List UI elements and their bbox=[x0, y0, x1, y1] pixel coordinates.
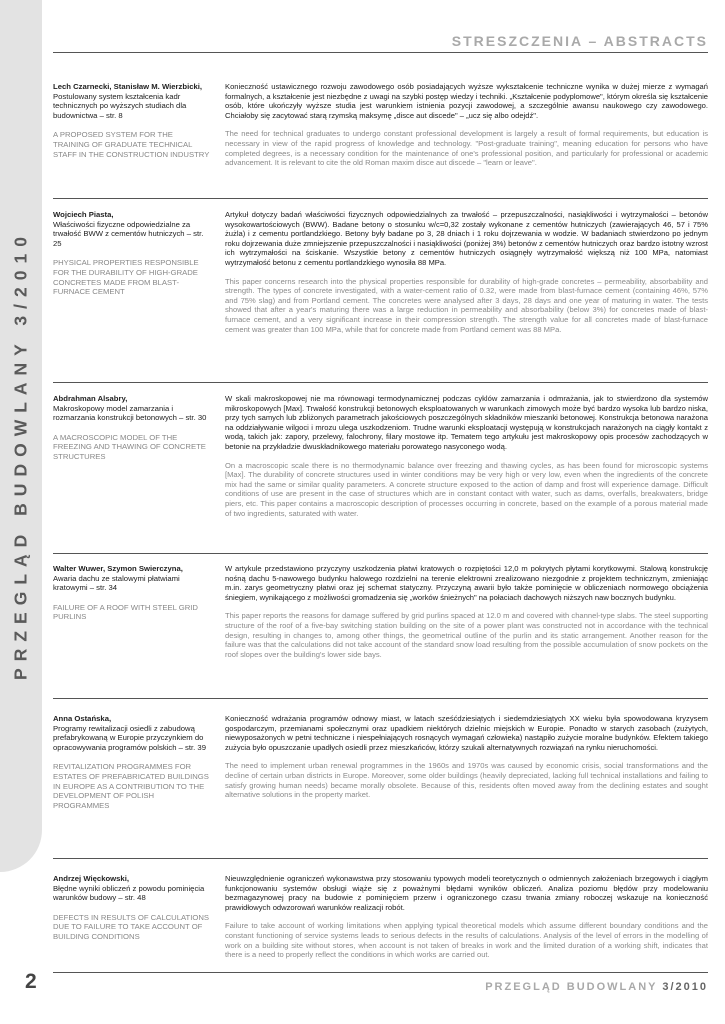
entry-divider bbox=[53, 698, 708, 699]
entry-alsabry bbox=[53, 394, 708, 518]
entry-abstracts bbox=[225, 714, 708, 810]
entry-authors: Abdrahman Alsabry, bbox=[53, 394, 128, 403]
abstract-en: The need for technical graduates to undergo constant professional development is largely a result of formal requirements, but education is necessary in view of the rapid progress of knowledge and technology. "Post-graduate training", meaning education for persons who have completed degrees, is a necessary condition for the maintenance of one's professional position, and particularly for professional or academic advancement. It is relevant to cite the old Roman maxim disce aut discede – "learn or leave". bbox=[225, 129, 708, 168]
entry-title-pl: Programy rewitalizacji osiedli z zabudową prefabrykowaną w Europie przyczynkiem do opracowywania programów polskich – str. 39 bbox=[53, 723, 206, 752]
abstract-en: This paper concerns research into the physical properties responsible for durability of high-grade concretes – permeability, absorbability and strength. The types of concrete investigated, with a water-cement ratio of 0.32, were made from blast-furnace cement (containing 46%, 57% and 75% slag) and from Portland cement. The concretes were analysed after 3 days, 28 days and one year of maturing in water. The tests showed that after a year's maturing there was a large reduction in permeability and absorbability (below 3%) for concretes made of blast-furnace cement, and a very significant increase in their compression strength. The strength value for all concretes made of blast-furnace cement was greater than 100 MPa, while that for concrete made from Portland cement was 88 MPa. bbox=[225, 276, 708, 334]
entry-ostanska bbox=[53, 714, 708, 810]
page-number: 2 bbox=[25, 970, 37, 993]
abstract-en: Failure to take account of working limitations when applying typical theoretical models which assume different boundary conditions and the constant functioning of service systems leads to serious defects in the results of calculations. Analysis of the level of errors in the modelling of work on a building site without stores, when account is not taken of breaks in work and the limited duration of a working shift, indicates that there is a need to properly reflect the conditions in which works are carried out. bbox=[225, 921, 708, 960]
entry-title-pl: Makroskopowy model zamarzania i rozmarzania konstrukcji betonowych – str. 30 bbox=[53, 403, 207, 423]
entry-meta bbox=[53, 82, 211, 168]
entry-title-pl: Błędne wyniki obliczeń z powodu pominięcia warunków budowy – str. 48 bbox=[53, 883, 205, 903]
entry-meta bbox=[53, 714, 211, 810]
entry-wuwer bbox=[53, 564, 708, 659]
entry-abstracts bbox=[225, 394, 708, 518]
entry-title-en: REVITALIZATION PROGRAMMES FOR ESTATES OF PREFABRICATED BUILDINGS IN EUROPE AS A CONTRIBUTION TO THE DEVELOPMENT OF POLISH PROGRAMMES bbox=[53, 762, 209, 810]
entry-title-en: FAILURE OF A ROOF WITH STEEL GRID PURLINS bbox=[53, 602, 198, 622]
entry-title-en: DEFECTS IN RESULTS OF CALCULATIONS DUE TO FAILURE TO TAKE ACCOUNT OF BUILDING CONDITIONS bbox=[53, 912, 210, 941]
entry-meta bbox=[53, 394, 211, 518]
journal-title-vertical: PRZEGLĄD BUDOWLANY 3/2010 bbox=[10, 230, 31, 680]
page-header-title: STRESZCZENIA – ABSTRACTS bbox=[451, 33, 708, 49]
abstract-pl: Artykuł dotyczy badań właściwości fizycznych odpowiedzialnych za trwałość – przepuszczalności, nasiąkliwości i wytrzymałości – betonów wysokowartościowych (BWW). Badane betony o stosunku w/c=0,32 zostały wykonane z cementów hutniczych (zawierających 46, 57 i 75% żużla) i z cementu portlandzkiego. Betony były badane po 3, 28 dniach i 1 roku dojrzewania w wodzie. W badaniach stwierdzono po jednym roku dojrzewania duże zmniejszenie przepuszczalności i nasiąkliwości (poniżej 3%) betonów z cementów hutniczych oraz bardzo istotny wzrost ich wytrzymałości na ściskanie. Wszystkie betony z cementów hutniczych osiągnęły wytrzymałość większą niż 100 MPa, natomiast wytrzymałość betonu z cementu portlandzkiego wynosiła 88 MPa. bbox=[225, 210, 708, 267]
abstract-en: The need to implement urban renewal programmes in the 1960s and 1970s was caused by economic crisis, social transformations and the decline of certain urban districts in Europe. Moreover, some older buildings (heavily depreciated, lacking full technical installations and failing to satisfy growing human needs) became morally obsolete. Because of this, residents often moved away from the declining estates and sought alternative solutions in the property market. bbox=[225, 761, 708, 800]
entry-abstracts bbox=[225, 874, 708, 960]
entry-title-en: PHYSICAL PROPERTIES RESPONSIBLE FOR THE DURABILITY OF HIGH-GRADE CONCRETES MADE FROM BLAST-FURNACE CEMENT bbox=[53, 258, 199, 297]
abstract-pl: Konieczność ustawicznego rozwoju zawodowego osób posiadających wyższe wykształcenie techniczne wynika w dużej mierze z wymagań formalnych, a kształcenie jest niezbędne z uwagi na szybki postęp wiedzy i techniki. „Kształcenie podyplomowe", którym określa się kształcenie osób, które ukończyły wyższe studia jest warunkiem istnienia pozycji zawodowej, a szczególnie awansu naukowego czy zawodowego. Chciałoby się zacytować starą rzymską maksymę „disce aut discede" – „ucz się albo odejdź". bbox=[225, 82, 708, 120]
abstract-pl: Konieczność wdrażania programów odnowy miast, w latach sześćdziesiątych i siedemdziesiątych XX wieku była spowodowana kryzysem gospodarczym, przemianami społecznymi oraz upadkiem niektórych dzielnic miejskich w Europie. Ponadto w starych zasobach (zużytych, niewyposażonych w petni techniczne i niespełniających rosnących wymagań człowieka) nastąpiło zużycie moralne budynków. Efektem takiego zużycia było opuszczanie upadłych osiedli przez mieszkańców, którzy szukali alternatywnych rozwiązań na rynku nieruchomości. bbox=[225, 714, 708, 752]
entry-title-en: A PROPOSED SYSTEM FOR THE TRAINING OF GRADUATE TECHNICAL STAFF IN THE CONSTRUCTION INDUSTRY bbox=[53, 130, 210, 159]
entry-meta bbox=[53, 210, 211, 334]
abstract-pl: W artykule przedstawiono przyczyny uszkodzenia płatwi kratowych o rozpiętości 12,0 m pokrytych płytami korytkowymi. Stalową konstrukcję nośną dachu 5-nawowego budynku halowego rozdzielni na terenie elektrowni zrealizowano niezgodnie z projektem technicznym, zmieniając m.in. zarys geometryczny płatwi oraz jej schemat statyczny. Przyczyną awarii było także pominięcie w obliczeniach normowego obciążenia śniegiem, wynikającego z możliwości gromadzenia się „worków śnieżnych" na połaciach dachowych niższych naw bocznych budynku. bbox=[225, 564, 708, 602]
entry-authors: Andrzej Więckowski, bbox=[53, 874, 129, 883]
entry-meta bbox=[53, 874, 211, 960]
footer-rule bbox=[53, 972, 708, 973]
entry-title-pl: Właściwości fizyczne odpowiedzialne za trwałość BWW z cementów hutniczych – str. 25 bbox=[53, 219, 204, 248]
entry-abstracts bbox=[225, 210, 708, 334]
page-footer bbox=[485, 981, 708, 993]
entry-divider bbox=[53, 858, 708, 859]
abstract-en: On a macroscopic scale there is no thermodynamic balance over freezing and thawing cycles, as has been found for microscopic systems [Max]. The durability of concrete structures used in winter conditions may be very high or very low, even when the ingredients of the concrete mix had the same or similar quality parameters. A concrete structure exposed to the action of damp and frost will experience damage. Difficult conditions of use are present in the case of structures which are in constant contact with water, such as dams, overfalls, breakwaters, bridge piers, etc. This paper contains a macroscopic description of processes occurring in concrete, based on the example of a porous material made of two ingredients, saturated with water. bbox=[225, 460, 708, 518]
entry-meta bbox=[53, 564, 211, 659]
entry-divider bbox=[53, 382, 708, 383]
entry-abstracts bbox=[225, 564, 708, 659]
footer-issue: 3/2010 bbox=[662, 981, 708, 993]
entry-title-pl: Awaria dachu ze stalowymi płatwiami kratowymi – str. 34 bbox=[53, 573, 180, 593]
entry-authors: Lech Czarnecki, Stanisław M. Wierzbicki, bbox=[53, 82, 203, 91]
entry-title-en: A MACROSCOPIC MODEL OF THE FREEZING AND THAWING OF CONCRETE STRUCTURES bbox=[53, 432, 206, 461]
footer-journal-name: PRZEGLĄD BUDOWLANY bbox=[485, 981, 658, 993]
abstract-pl: W skali makroskopowej nie ma równowagi termodynamicznej podczas cyklów zamarzania i odmrażania, jak to stwierdzono dla systemów mikroskopowych [Max]. Trwałość konstrukcji betonowych eksploatowanych w warunkach zimowych może być bardzo wysoka lub bardzo niska, przy tych samych lub zbliżonych parametrach jakościowych poszczególnych składników mieszanki betonowej. Konstrukcja betonowa narażona na oddziaływanie wilgoci i mrozu ulega uszkodzeniom. Trudne warunki eksploatacji występują w konstrukcjach narażonych na ciągły kontakt z wodą, takich jak: zapory, przelewy, falochrony, filary mostowe itp. Tematem tego artykułu jest makroskopowy opis procesów zachodzących w betonie na przykładzie dwuskładnikowego materiału porowatego nasyconego wodą. bbox=[225, 394, 708, 451]
entry-czarnecki bbox=[53, 82, 708, 168]
entry-piasta bbox=[53, 210, 708, 334]
entry-wieckowski bbox=[53, 874, 708, 960]
abstract-pl: Nieuwzględnienie ograniczeń wykonawstwa przy stosowaniu typowych modeli teoretycznych o odmiennych założeniach brzegowych i ciągłym funkcjonowaniu systemów obsługi wiąże się z poważnymi błędami wyników obliczeń. Analiza poziomu błędów przy modelowaniu bezmagazynowej pracy na budowie z pominięciem przerw i ograniczonego czasu trwania zmiany roboczej wskazuje na konieczność prawidłowych odwzorowań warunków realizacji robót. bbox=[225, 874, 708, 912]
entry-authors: Anna Ostańska, bbox=[53, 714, 112, 723]
entry-title-pl: Postulowany system kształcenia kadr technicznych po wyższych studiach dla budownictwa – str. 8 bbox=[53, 91, 187, 120]
entry-authors: Wojciech Piasta, bbox=[53, 210, 114, 219]
entry-divider bbox=[53, 553, 708, 554]
header-rule bbox=[53, 52, 708, 53]
entry-abstracts bbox=[225, 82, 708, 168]
entry-authors: Walter Wuwer, Szymon Swierczyna, bbox=[53, 564, 183, 573]
abstract-en: This paper reports the reasons for damage suffered by grid purlins spaced at 12.0 m and covered with channel-type slabs. The steel supporting structure of the roof of a five-bay switching station building on the site of a power plant was constructed not in accordance with the technical design, resulting in changes to, among other things, the geometrical outline of the purlin and its static arrangement. Another reason for the failure was that the calculations did not take account of the standard snow load resulting from the possible accumulation of snow pockets on the roof slopes over the building's lower side bays. bbox=[225, 611, 708, 659]
entry-divider bbox=[53, 198, 708, 199]
